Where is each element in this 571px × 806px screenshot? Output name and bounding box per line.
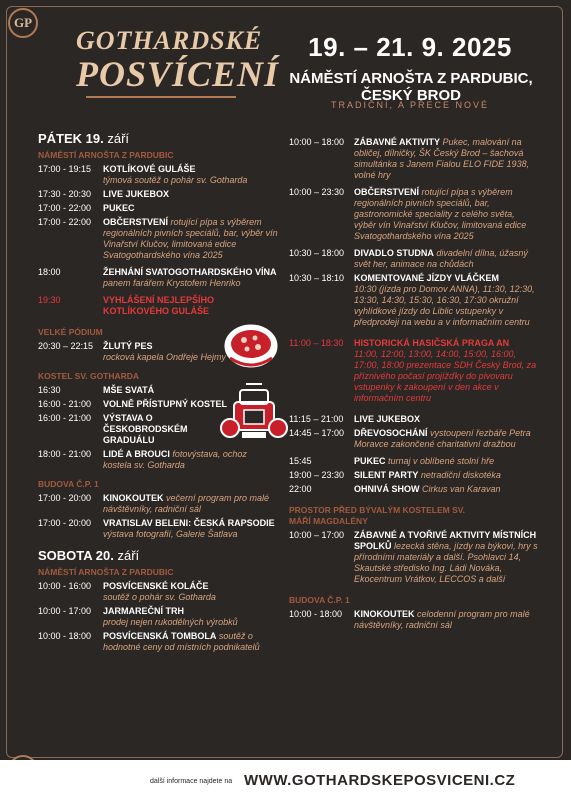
event-desc: vystoupení řezbáře Petra Moravce zakončené charitativní dražbou [354, 428, 531, 449]
event-time: 16:30 [38, 385, 61, 395]
event-name: ZÁBAVNÉ A TVOŘIVÉ AKTIVITY MÍSTNÍCH SPOLKŮ [354, 530, 537, 551]
event-item-highlight [289, 338, 539, 404]
event-desc: večerní program pro malé návštěvníky, radniční sál [103, 493, 270, 514]
day-heading-day: PÁTEK 19. [38, 131, 104, 146]
event-item [38, 217, 284, 261]
day-heading-friday [38, 133, 284, 144]
event-item [38, 493, 284, 515]
event-name: VOLNĚ PŘÍSTUPNÝ KOSTEL [103, 399, 228, 409]
event-name: ZÁBAVNÉ AKTIVITY [354, 137, 441, 147]
event-item [38, 413, 223, 446]
event-name: LIVE JUKEBOX [103, 189, 170, 199]
logo-line-1: GOTHARDSKÉ [76, 26, 263, 55]
event-name: SILENT PARTY [354, 470, 419, 480]
event-desc: prodej nejen rukodělných výrobků [103, 617, 238, 627]
event-name: DŘEVOSOCHÁNÍ [354, 428, 428, 438]
event-name: LIVE JUKEBOX [354, 414, 421, 424]
event-name: ŽEHNÁNÍ SVATOGOTHARDSKÉHO VÍNA [103, 267, 277, 277]
event-name: KINOKOUTEK [354, 609, 415, 619]
event-item [289, 609, 539, 631]
event-time: 17:30 - 20:30 [38, 189, 92, 199]
event-item [38, 189, 284, 200]
event-desc: 10:30 (jízda pro Domov ANNA), 11:30, 12:30, 13:30, 14:30, 15:30, 16:30, 17:30 okružní vyhlídkové jízdy do Liblic vstupenky v předprodeji na webu a v informačním centru [354, 284, 535, 327]
event-item [289, 456, 539, 467]
event-desc: výstava fotografií, Galerie Šatlava [103, 529, 238, 539]
event-item [289, 530, 539, 585]
event-desc: turnaj v oblíbené stolní hře [388, 456, 495, 466]
event-name: VÝSTAVA O ČESKOBRODSKÉM GRADUÁLU [103, 413, 188, 445]
event-time: 16:00 - 21:00 [38, 399, 92, 409]
footer-website-link[interactable]: WWW.GOTHARDSKEPOSVICENI.CZ [244, 772, 516, 789]
event-item [289, 470, 539, 481]
logo-rule [86, 96, 236, 98]
event-desc: panem farářem Krystofem Henriko [103, 278, 241, 288]
event-time: 10:00 - 16:00 [38, 581, 92, 591]
event-time: 17:00 - 20:00 [38, 493, 92, 503]
venue-heading: VELKÉ PÓDIUM [38, 327, 103, 337]
event-time: 10:30 – 18:00 [289, 248, 345, 258]
event-time: 11:15 – 21:00 [289, 414, 344, 424]
event-name: KOMENTOVANÉ JÍZDY VLÁČKEM [354, 273, 500, 283]
event-time: 15:45 [289, 456, 312, 466]
event-time: 18:00 [38, 267, 61, 277]
event-name: POSVÍCENSKÉ KOLÁČE [103, 581, 209, 591]
event-desc: soutěž o hodnotné ceny od místních podnikatelů [103, 631, 260, 652]
event-time: 17:00 - 22:00 [38, 203, 92, 213]
event-time: 17:00 - 20:00 [38, 518, 92, 528]
event-item [38, 631, 284, 653]
event-item [38, 164, 284, 186]
event-time: 22:00 [289, 484, 312, 494]
day-heading-day: SOBOTA 20. [38, 548, 114, 563]
event-item [289, 414, 539, 425]
event-desc: soutěž o pohár sv. Gotharda [103, 592, 216, 602]
event-name: POSVÍCENSKÁ TOMBOLA [103, 631, 217, 641]
event-time: 10:00 – 23:30 [289, 187, 345, 197]
event-time: 20:30 – 22:15 [38, 341, 94, 351]
event-time: 19:30 [38, 295, 61, 305]
venue-heading: PROSTOR PŘED BÝVALÝM KOSTELEM SV. MÁŘÍ MAGDALÉNY [289, 505, 466, 526]
event-time: 10:00 - 18:00 [289, 609, 343, 619]
event-name: VRATISLAV BELENI: ČESKÁ RAPSODIE [103, 518, 275, 528]
event-name: LIDÉ A BROUCI [103, 449, 170, 459]
event-item-highlight [38, 295, 223, 317]
event-time: 10:00 - 17:00 [38, 606, 92, 616]
event-desc: rotující pípa s výběrem regionálních pivních speciálů, bar, gastronomické speciality z celého světa, výběr vín Vinařství Klučov, limitovaná edice Svatogothardského vína 2025 [354, 187, 527, 241]
venue-heading: BUDOVA Č.P. 1 [289, 595, 350, 605]
venue-heading: BUDOVA Č.P. 1 [38, 479, 99, 489]
event-time: 10:00 - 18:00 [38, 631, 92, 641]
event-time: 10:00 – 17:00 [289, 530, 345, 540]
event-item [38, 606, 284, 628]
event-name: VYHLÁŠENÍ NEJLEPŠÍHO KOTLÍKOVÉHO GULÁŠE [103, 295, 215, 316]
event-item [38, 518, 284, 540]
event-desc: lezecká stěna, jízdy na býkovi, hry s přírodními materiály a další. Psohlavci 14, Skautské středisko Ing. Ládi Nováka, Ekocentrum Vrátkov, LECCOS a další [354, 541, 538, 584]
event-time: 17:00 - 22:00 [38, 217, 92, 227]
corner-logo-top [8, 8, 38, 38]
festival-tagline: TRADIČNÍ, A PŘECE NOVÉ [330, 100, 490, 110]
footer-bar [0, 760, 571, 806]
venue-heading: NÁMĚSTÍ ARNOŠTA Z PARDUBIC [38, 567, 174, 577]
event-desc: týmová soutěž o pohár sv. Gotharda [103, 175, 248, 185]
event-item [289, 137, 539, 181]
day-heading-saturday [38, 550, 284, 561]
event-name: OHNIVÁ SHOW [354, 484, 420, 494]
event-time: 16:00 - 21:00 [38, 413, 92, 423]
event-desc: rocková kapela Ondřeje Hejmy [103, 352, 227, 362]
event-name: HISTORICKÁ HASIČSKÁ PRAGA AN [354, 338, 510, 348]
event-name: PUKEC [354, 456, 386, 466]
fire-truck-icon [220, 380, 288, 450]
event-desc: rotující pípa s výběrem regionálních pivních speciálů, bar, výběr vín Vinařství Klučov, limitovaná edice Svatogothardského vína 2025 [103, 217, 278, 260]
venue-heading: NÁMĚSTÍ ARNOŠTA Z PARDUBIC [38, 150, 174, 160]
event-item [38, 203, 284, 214]
right-column [289, 137, 539, 634]
festival-dates: 19. – 21. 9. 2025 [308, 32, 512, 62]
event-item [38, 581, 284, 603]
event-desc: 11:00, 12:00, 13:00, 14:00, 15:00, 16:00, 17:00, 18:00 prezentace SDH Český Brod, za příznivého počasí projížďky do pivovaru vstupenky k zakoupení v den akce v informačním centru [354, 349, 537, 403]
festival-logo [76, 26, 280, 98]
event-item [289, 187, 539, 242]
event-desc: divadelní dílna, úžasný svět her, animace na chůdách [354, 248, 528, 269]
event-item [38, 267, 284, 289]
goulash-bowl-icon [222, 320, 280, 372]
event-desc: netradiční diskotéka [420, 470, 501, 480]
event-name: MŠE SVATÁ [103, 385, 155, 395]
venue-heading: KOSTEL SV. GOTHARDA [38, 371, 140, 381]
event-time: 17:00 - 19:15 [38, 164, 92, 174]
event-desc: Cirkus van Karavan [422, 484, 501, 494]
event-name: DIVADLO STUDNA [354, 248, 434, 258]
event-name: KOTLÍKOVÉ GULÁŠE [103, 164, 196, 174]
corner-logo-text: GP [13, 15, 33, 30]
event-item [289, 248, 539, 270]
event-name: ŽLUTÝ PES [103, 341, 153, 351]
logo-line-2: POSVÍCENÍ [76, 54, 280, 94]
event-name: OBČERSTVENÍ [354, 187, 420, 197]
day-heading-month: září [107, 131, 130, 146]
event-desc: fotovýstava, ochoz kostela sv. Gotharda [103, 449, 247, 470]
event-time: 11:00 – 18:30 [289, 338, 344, 348]
event-name: KINOKOUTEK [103, 493, 164, 503]
footer-info: další informace najdete na [150, 778, 233, 785]
event-item [38, 449, 253, 471]
event-time: 10:30 – 18:10 [289, 273, 345, 283]
event-item [289, 484, 539, 495]
festival-place: NÁMĚSTÍ ARNOŠTA Z PARDUBIC, ČESKÝ BROD [289, 70, 533, 104]
event-time: 18:00 - 21:00 [38, 449, 92, 459]
event-time: 10:00 – 18:00 [289, 137, 345, 147]
event-item [289, 428, 539, 450]
event-time: 19:00 – 23:30 [289, 470, 345, 480]
day-heading-month: září [117, 548, 140, 563]
event-name: JARMAREČNÍ TRH [103, 606, 184, 616]
event-desc: Pukec, malování na obličej, dílničky, ŠK Český Brod – šachová simultánka s Janem Fialou ELO FIDE 1938, volné hry [354, 137, 530, 180]
event-desc: celodenní program pro malé návštěvníky, radniční sál [354, 609, 530, 630]
event-time: 14:45 – 17:00 [289, 428, 345, 438]
event-item [289, 273, 539, 328]
event-name: PUKEC [103, 203, 135, 213]
event-name: OBČERSTVENÍ [103, 217, 169, 227]
